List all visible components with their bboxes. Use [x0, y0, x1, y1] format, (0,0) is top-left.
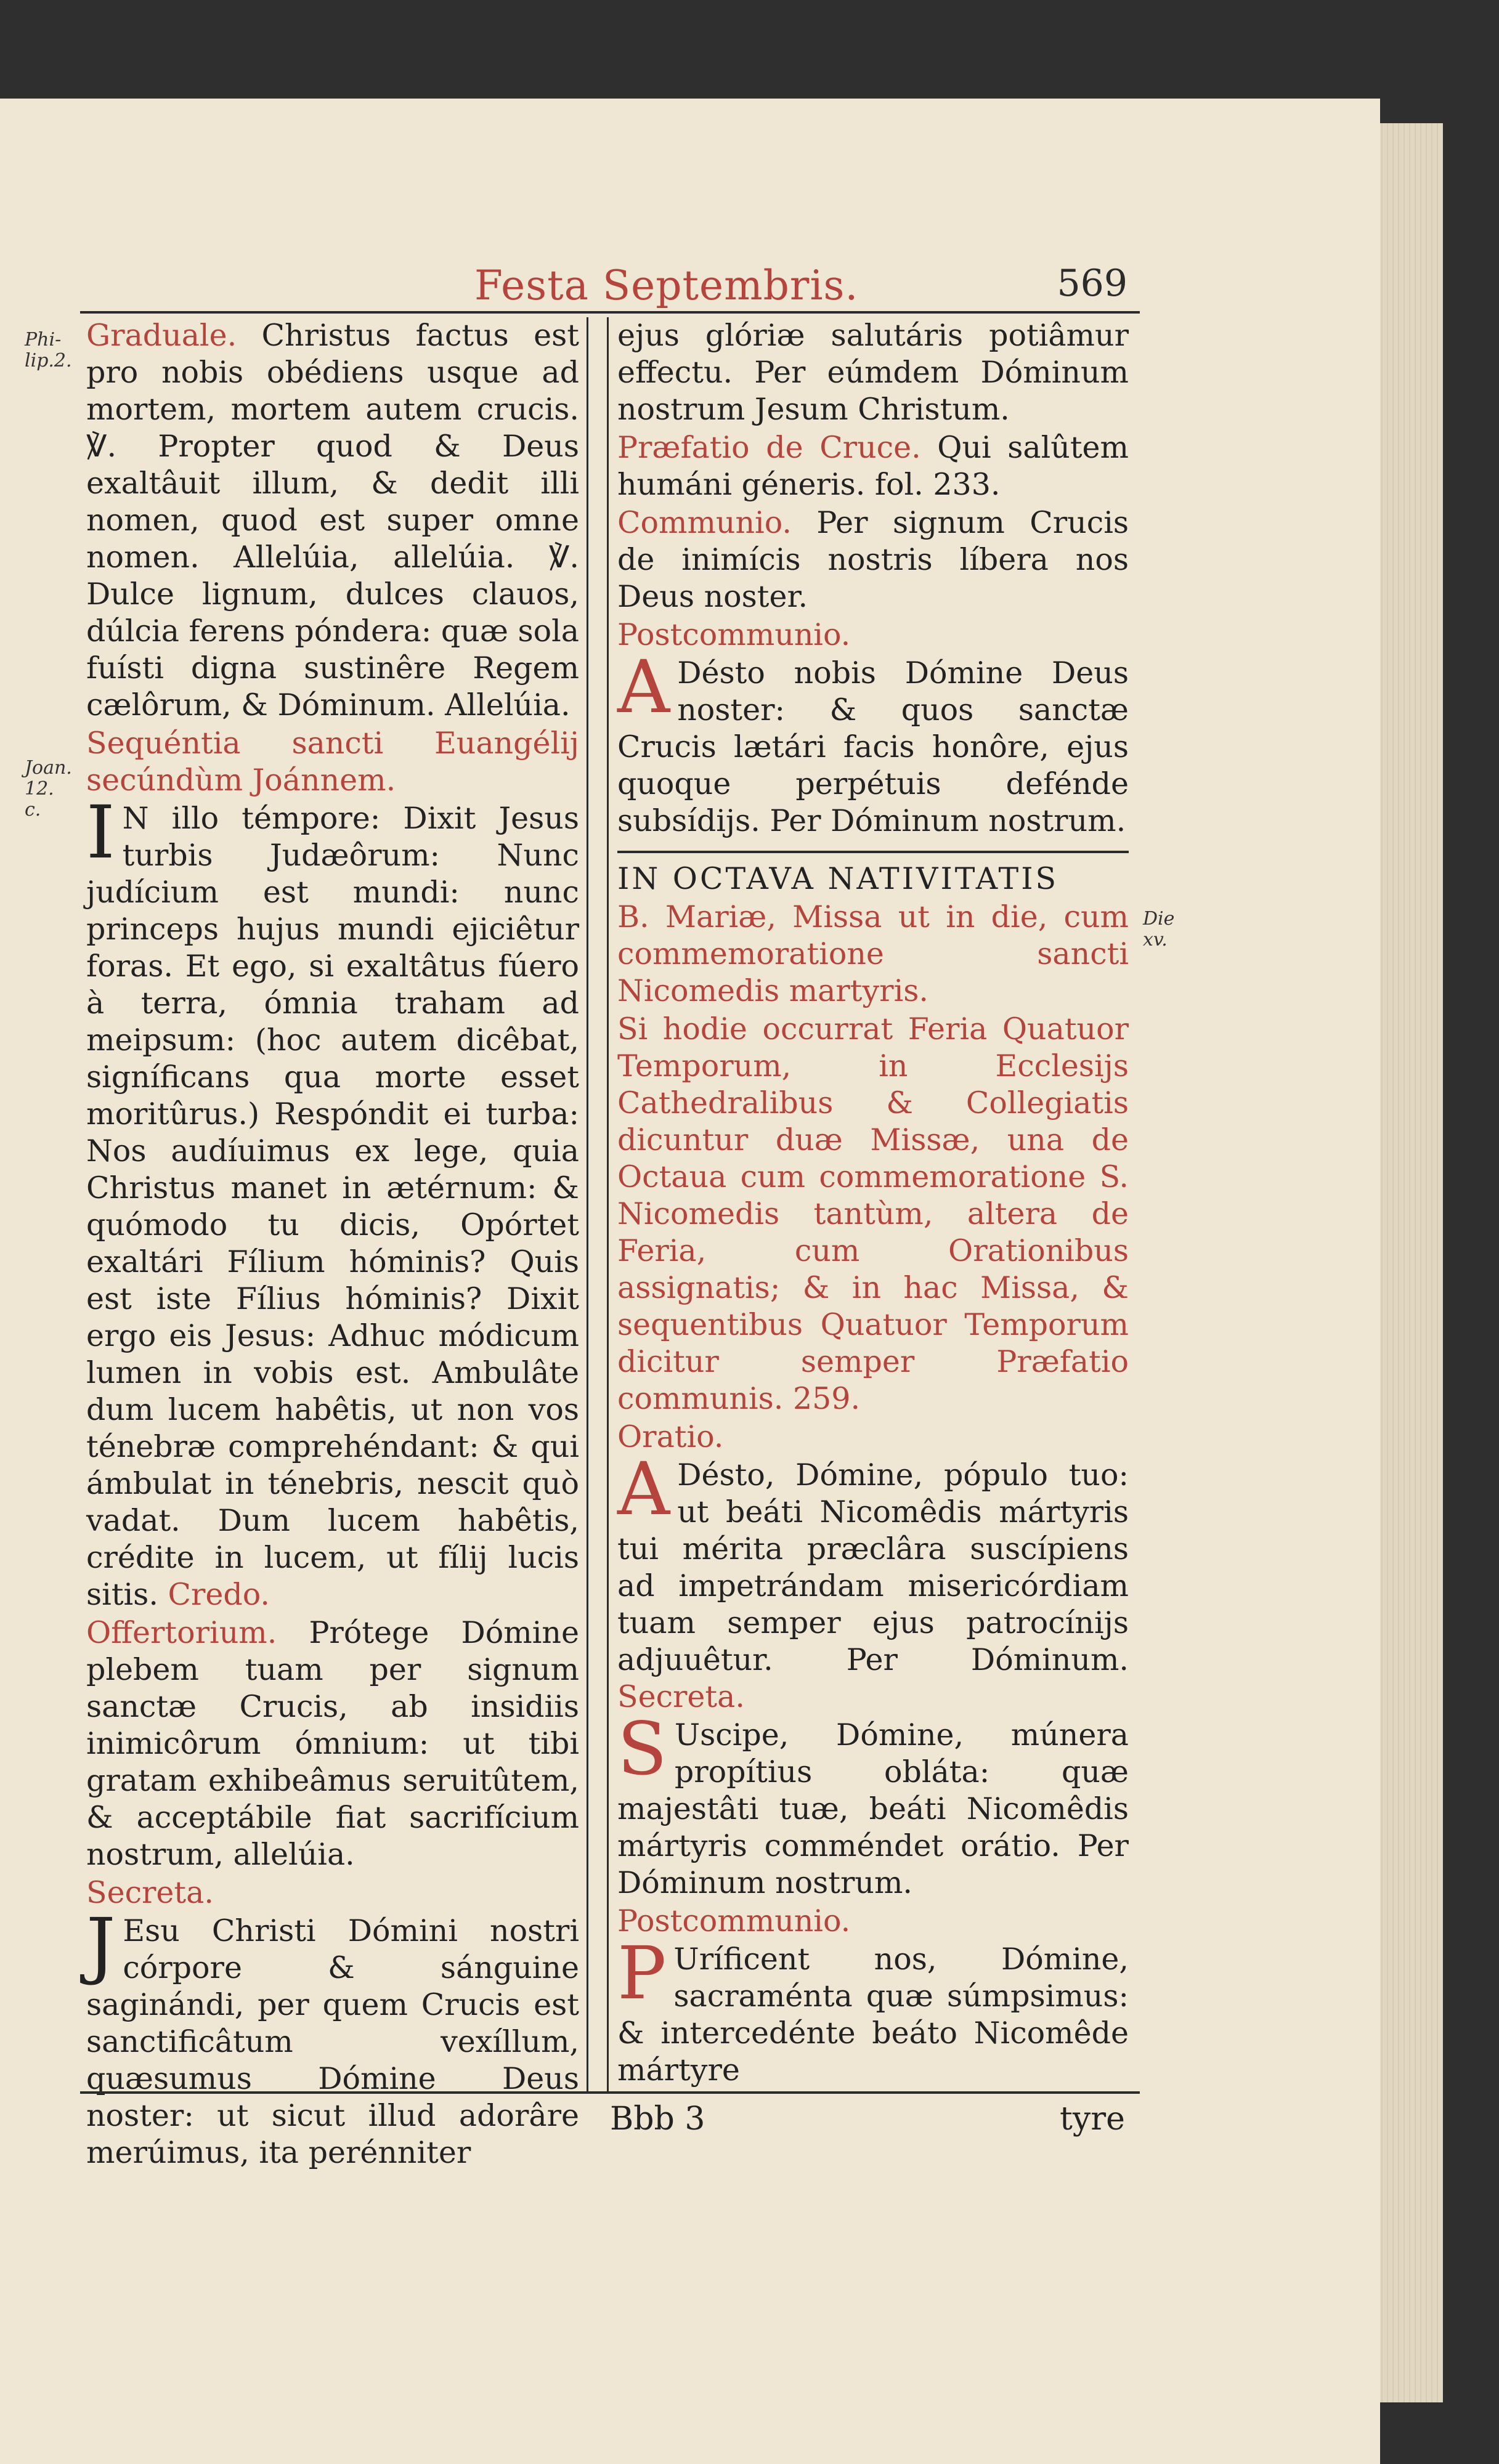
octava-heading: IN OCTAVA NATIVITATIS — [617, 861, 1059, 896]
signature-mark: Bbb 3 — [610, 2101, 705, 2138]
praefatio-text: Qui salûtem humáni géneris. fol. 233. — [617, 430, 1129, 502]
secreta-heading: Secreta. — [86, 1875, 214, 1910]
offertorium — [86, 1615, 579, 1873]
right-column — [607, 317, 1129, 2091]
oratio — [617, 1446, 1129, 1716]
octava-text: B. Mariæ, Missa ut in die, cum commemoratione sancti Nicomedis martyris. — [617, 899, 1129, 1008]
gospel — [86, 790, 579, 1613]
postcommunio2-initial: P — [617, 1931, 667, 2016]
communio-text: Per signum Crucis de inimícis nostris líbera nos Deus noster. — [617, 505, 1129, 614]
communio-label: Communio. — [617, 505, 792, 540]
oratio-text: Désto, Dómine, pópulo tuo: ut beáti Nicomêdis mártyris tui mérita præclâra suscípiens ad impetrándam misericórdiam tuam semper ejus patrocínijs adjuuêtur. Per Dóminum. — [617, 1457, 1129, 1677]
postcommunio — [617, 644, 1129, 840]
secreta2-text: Uscipe, Dómine, múnera propítius obláta: quæ majestâti tuæ, beáti Nicomêdis mártyris comméndet orátio. Per Dóminum nostrum. — [617, 1717, 1129, 1900]
postcommunio-heading: Postcommunio. — [617, 617, 851, 652]
secreta-text: Esu Christi Dómini nostri córpore & sánguine saginándi, per quem Crucis est sanctificâtum vexíllum, quæsumus Dómine Deus noster: ut sicut illud adorâre merúimus, ita perénniter — [86, 1913, 579, 2170]
margin-note-phil: Phi-lip.2. — [25, 329, 72, 371]
page-number: 569 — [1057, 262, 1127, 305]
praefatio — [617, 429, 1129, 503]
postcommunio-text: Désto nobis Dómine Deus noster: & quos sanctæ Crucis lætári facis honôre, ejus quoque perpétuis defénde subsídijs. Per Dóminum nostrum. — [617, 655, 1129, 838]
graduale-text: Christus factus est pro nobis obédiens usque ad mortem, mortem autem crucis. ℣. Propter quod & Deus exaltâuit illum, & dedit illi nomen, quod est super omne nomen. Allelúia, allelúia. ℣. Dulce lignum, dulces clauos, dúlcia ferens póndera: quæ sola fuísti digna sustinêre Regem cælôrum, & Dóminum. Allelúia. — [86, 318, 579, 723]
oratio-heading: Oratio. — [617, 1419, 724, 1454]
postcommunio2-text: Uríficent nos, Dómine, sacraménta quæ súmpsimus: & intercedénte beáto Nicomêde mártyre — [617, 1942, 1129, 2088]
graduale — [86, 317, 579, 724]
communio — [617, 505, 1129, 615]
secreta2-heading: Secreta. — [617, 1679, 745, 1714]
credo-rubric: Credo. — [168, 1577, 270, 1612]
praefatio-label: Præfatio de Cruce. — [617, 430, 921, 465]
left-column — [86, 317, 588, 2170]
postcommunio2-heading: Postcommunio. — [617, 1903, 851, 1939]
sequentia-heading: Sequéntia sancti Euangélij secúndùm Joánnem. — [86, 726, 579, 798]
secreta-initial: J — [86, 1902, 116, 1987]
catchword: tyre — [1060, 2101, 1125, 2138]
section-divider — [617, 851, 1129, 853]
margin-note-joan: Joan. 12. c. — [25, 757, 72, 821]
secreta — [86, 1902, 579, 2171]
secreta2 — [617, 1706, 1129, 1902]
secreta-continuation: ejus glóriæ salutáris potiâmur effectu. Per eúmdem Dóminum nostrum Jesum Christum. — [617, 318, 1129, 427]
oratio-initial: A — [617, 1446, 670, 1531]
gospel-initial: I — [86, 790, 115, 875]
gospel-text: N illo témpore: Dixit Jesus turbis Judæôrum: Nunc judícium est mundi: nunc princeps hujus mundi ejiciêtur foras. Et ego, si exaltâtus fúero à terra, ómnia traham ad meipsum: (hoc autem dicêbat, signíficans qua morte esset moritûrus.) Respóndit ei turba: Nos audíuimus ex lege, quia Christus manet in ætérnum: & quómodo tu dicis, Opórtet exaltári Fílium hóminis? Quis est iste Fílius hóminis? Dixit ergo eis Jesus: Adhuc módicum lumen in vobis est. Ambulâte dum lucem habêtis, ut non vos ténebræ comprehéndant: & qui ámbulat in ténebris, nescit quò vadat. Dum lucem habêtis, crédite in lucem, ut fílij lucis sitis. — [86, 801, 579, 1612]
postcommunio2 — [617, 1931, 1129, 2089]
margin-note-die: Die xv. — [1143, 908, 1175, 950]
graduale-label: Graduale. — [86, 318, 237, 353]
secreta2-initial: S — [617, 1706, 667, 1791]
offertorium-label: Offertorium. — [86, 1615, 277, 1650]
running-head — [80, 262, 1140, 314]
bottom-rule — [80, 2091, 1140, 2094]
offertorium-text: Prótege Dómine plebem tuam per signum sanctæ Crucis, ab insidiis inimicôrum ómnium: ut tibi gratam exhibeâmus seruitûtem, & acceptábile fiat sacrifícium nostrum, allelúia. — [86, 1615, 579, 1872]
page-title: Festa Septembris. — [474, 262, 859, 309]
postcommunio-initial: A — [617, 644, 670, 729]
octava-rubric: Si hodie occurrat Feria Quatuor Temporum, in Ecclesijs Cathedralibus & Collegiatis dicuntur duæ Missæ, una de Octaua cum commemoratione S. Nicomedis tantùm, altera de Feria, cum Orationibus assignatis; & in hac Missa, & sequentibus Quatuor Temporum dicitur semper Præfatio communis. 259. — [617, 1011, 1129, 1416]
